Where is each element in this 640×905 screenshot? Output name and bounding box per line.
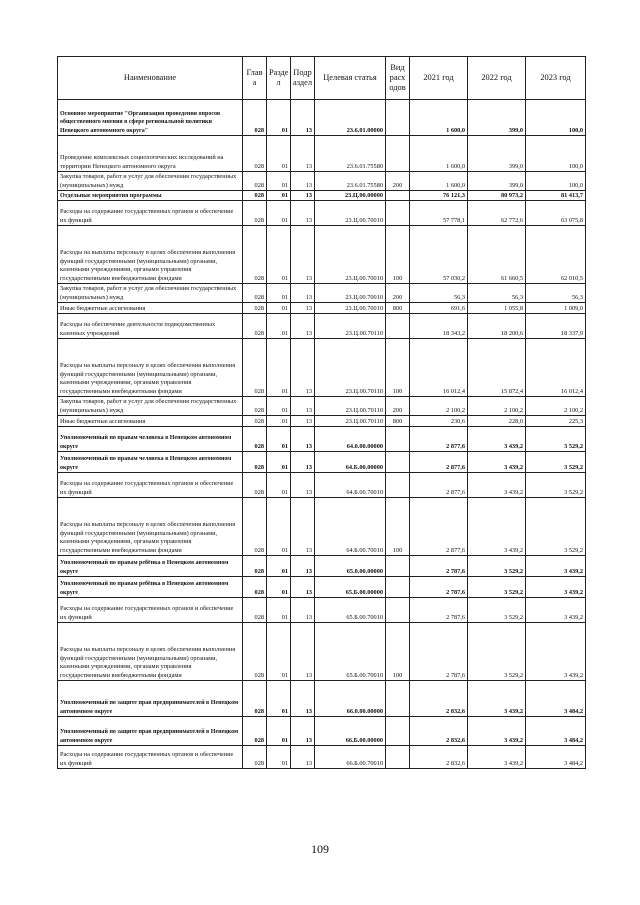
cell-2021: 2 832,6: [410, 717, 468, 746]
cell-2023: 2 100,2: [526, 397, 586, 416]
cell-razdel: 01: [267, 623, 291, 681]
cell-statya: 66.0.00.00000: [315, 681, 386, 717]
cell-vid: 100: [386, 339, 410, 397]
header-razdel: Разде л: [267, 57, 291, 100]
cell-2021: 2 877,6: [410, 427, 468, 452]
cell-razdel: 01: [267, 284, 291, 303]
header-glava: Глав а: [243, 57, 267, 100]
cell-razdel: 01: [267, 100, 291, 136]
table-row: [58, 303, 586, 314]
cell-vid: 800: [386, 303, 410, 314]
cell-2022: 3 529,2: [468, 556, 526, 577]
table-row: [58, 416, 586, 427]
cell-2021: 2 877,6: [410, 473, 468, 498]
cell-2023: 100,0: [526, 136, 586, 172]
cell-2023: 3 529,2: [526, 427, 586, 452]
cell-2023: 3 529,2: [526, 473, 586, 498]
cell-razdel: 01: [267, 681, 291, 717]
cell-podrazdel: 13: [291, 746, 315, 769]
cell-name: Расходы на выплаты персоналу в целях обеспечения выполнения функций государственными (муниципальными) органами, казенными учреждениями, органами управления государственными внебюджетными фондами: [58, 498, 243, 556]
cell-name: Расходы на содержание государственных органов и обеспечение их функций: [58, 473, 243, 498]
table-row: [58, 498, 586, 556]
cell-2021: 2 832,6: [410, 681, 468, 717]
table-row: [58, 746, 586, 769]
cell-podrazdel: 13: [291, 339, 315, 397]
cell-2023: 3 439,2: [526, 577, 586, 598]
cell-razdel: 01: [267, 577, 291, 598]
cell-2023: 3 484,2: [526, 681, 586, 717]
cell-2021: 230,6: [410, 416, 468, 427]
cell-glava: 028: [243, 226, 267, 284]
cell-podrazdel: 13: [291, 136, 315, 172]
cell-vid: [386, 577, 410, 598]
cell-2021: 2 787,6: [410, 598, 468, 623]
cell-glava: 028: [243, 623, 267, 681]
cell-2023: 3 484,2: [526, 746, 586, 769]
cell-2021: 2 877,6: [410, 498, 468, 556]
cell-glava: 028: [243, 303, 267, 314]
cell-2022: 62 772,6: [468, 201, 526, 226]
cell-razdel: 01: [267, 191, 291, 201]
cell-vid: 200: [386, 172, 410, 191]
cell-glava: 028: [243, 598, 267, 623]
cell-name: Проведение комплексных социологических исследований на территории Ненецкого автономного округа: [58, 136, 243, 172]
cell-glava: 028: [243, 577, 267, 598]
table-row: [58, 427, 586, 452]
cell-name: Уполномоченный по защите прав предпринимателей в Ненецком автономном округе: [58, 717, 243, 746]
cell-podrazdel: 13: [291, 717, 315, 746]
cell-statya: 23.Ц.00.70110: [315, 314, 386, 339]
cell-razdel: 01: [267, 172, 291, 191]
cell-podrazdel: 13: [291, 191, 315, 201]
cell-2022: 399,0: [468, 100, 526, 136]
cell-razdel: 01: [267, 746, 291, 769]
cell-2023: 1 009,0: [526, 303, 586, 314]
header-2021: 2021 год: [410, 57, 468, 100]
table-row: [58, 201, 586, 226]
table-row: [58, 191, 586, 201]
header-statya: Целевая статья: [315, 57, 386, 100]
cell-glava: 028: [243, 681, 267, 717]
table-row: [58, 452, 586, 473]
cell-2021: 2 877,6: [410, 452, 468, 473]
cell-vid: [386, 681, 410, 717]
cell-vid: [386, 746, 410, 769]
cell-podrazdel: 13: [291, 473, 315, 498]
cell-name: Расходы на содержание государственных органов и обеспечение их функций: [58, 201, 243, 226]
cell-2023: 3 484,2: [526, 717, 586, 746]
header-2022: 2022 год: [468, 57, 526, 100]
cell-name: Закупка товаров, работ и услуг для обеспечения государственных (муниципальных) нужд: [58, 397, 243, 416]
cell-2021: 16 012,4: [410, 339, 468, 397]
cell-razdel: 01: [267, 452, 291, 473]
cell-razdel: 01: [267, 498, 291, 556]
cell-name: Расходы на содержание государственных органов и обеспечение их функций: [58, 746, 243, 769]
cell-statya: 64.Б.00.70010: [315, 498, 386, 556]
cell-2021: 2 100,2: [410, 397, 468, 416]
cell-vid: 100: [386, 226, 410, 284]
cell-glava: 028: [243, 427, 267, 452]
cell-glava: 028: [243, 172, 267, 191]
cell-2022: 2 100,2: [468, 397, 526, 416]
cell-name: Иные бюджетные ассигнования: [58, 303, 243, 314]
cell-vid: 800: [386, 416, 410, 427]
cell-razdel: 01: [267, 201, 291, 226]
table-row: [58, 136, 586, 172]
cell-vid: [386, 473, 410, 498]
cell-2023: 63 075,8: [526, 201, 586, 226]
cell-2022: 3 439,2: [468, 452, 526, 473]
cell-2022: 399,0: [468, 136, 526, 172]
cell-name: Уполномоченный по защите прав предпринимателей в Ненецком автономном округе: [58, 681, 243, 717]
cell-vid: [386, 717, 410, 746]
cell-2022: 3 439,2: [468, 498, 526, 556]
cell-statya: 23.Ц.00.70010: [315, 201, 386, 226]
budget-table-container: [57, 56, 585, 769]
cell-vid: [386, 598, 410, 623]
cell-2022: 80 973,2: [468, 191, 526, 201]
cell-2022: 3 439,2: [468, 427, 526, 452]
header-2023: 2023 год: [526, 57, 586, 100]
cell-glava: 028: [243, 452, 267, 473]
cell-name: Расходы на обеспечение деятельности подведомственных казенных учреждений: [58, 314, 243, 339]
cell-podrazdel: 13: [291, 577, 315, 598]
table-header-row: [58, 57, 586, 100]
header-name: Наименование: [58, 57, 243, 100]
cell-name: Расходы на выплаты персоналу в целях обеспечения выполнения функций государственными (муниципальными) органами, казенными учреждениями, органами управления государственными внебюджетными фондами: [58, 623, 243, 681]
cell-glava: 028: [243, 339, 267, 397]
table-row: [58, 473, 586, 498]
cell-statya: 23.Ц.00.70110: [315, 397, 386, 416]
cell-statya: 23.Ц.00.70110: [315, 339, 386, 397]
table-row: [58, 577, 586, 598]
cell-podrazdel: 13: [291, 681, 315, 717]
table-row: [58, 100, 586, 136]
cell-2022: 3 529,2: [468, 577, 526, 598]
cell-razdel: 01: [267, 427, 291, 452]
cell-podrazdel: 13: [291, 100, 315, 136]
cell-glava: 028: [243, 556, 267, 577]
cell-2023: 3 439,2: [526, 623, 586, 681]
cell-name: Уполномоченный по правам ребёнка в Ненецком автономном округе: [58, 556, 243, 577]
cell-razdel: 01: [267, 314, 291, 339]
cell-glava: 028: [243, 746, 267, 769]
cell-2021: 2 787,6: [410, 623, 468, 681]
cell-2023: 18 337,9: [526, 314, 586, 339]
cell-razdel: 01: [267, 598, 291, 623]
cell-name: Расходы на выплаты персоналу в целях обеспечения выполнения функций государственными (муниципальными) органами, казенными учреждениями, органами управления государственными внебюджетными фондами: [58, 226, 243, 284]
cell-2022: 3 439,2: [468, 746, 526, 769]
cell-2023: 3 439,2: [526, 556, 586, 577]
cell-2022: 3 439,2: [468, 717, 526, 746]
table-row: [58, 339, 586, 397]
cell-razdel: 01: [267, 416, 291, 427]
cell-2021: 18 343,2: [410, 314, 468, 339]
cell-podrazdel: 13: [291, 556, 315, 577]
cell-2021: 76 121,3: [410, 191, 468, 201]
cell-name: Уполномоченный по правам человека в Ненецком автономном округе: [58, 427, 243, 452]
cell-glava: 028: [243, 201, 267, 226]
cell-2022: 15 872,4: [468, 339, 526, 397]
cell-vid: [386, 452, 410, 473]
page-number: 109: [311, 842, 329, 856]
cell-razdel: 01: [267, 556, 291, 577]
cell-vid: 100: [386, 498, 410, 556]
cell-statya: 66.Б.00.00000: [315, 717, 386, 746]
cell-name: Уполномоченный по правам ребёнка в Ненецком автономном округе: [58, 577, 243, 598]
cell-glava: 028: [243, 100, 267, 136]
cell-statya: 23.6.01.75580: [315, 172, 386, 191]
cell-statya: 66.Б.00.70010: [315, 746, 386, 769]
cell-2021: 2 787,6: [410, 556, 468, 577]
cell-razdel: 01: [267, 473, 291, 498]
table-row: [58, 172, 586, 191]
cell-2021: 57 030,2: [410, 226, 468, 284]
cell-2022: 228,0: [468, 416, 526, 427]
cell-glava: 028: [243, 717, 267, 746]
table-body: [58, 100, 586, 769]
cell-name: Расходы на содержание государственных органов и обеспечение их функций: [58, 598, 243, 623]
table-row: [58, 556, 586, 577]
cell-2022: 3 439,2: [468, 473, 526, 498]
cell-vid: [386, 201, 410, 226]
cell-2022: 1 055,8: [468, 303, 526, 314]
table-row: [58, 598, 586, 623]
cell-glava: 028: [243, 191, 267, 201]
budget-table: [57, 56, 586, 769]
cell-name: Закупка товаров, работ и услуг для обеспечения государственных (муниципальных) нужд: [58, 284, 243, 303]
cell-statya: 23.6.01.00000: [315, 100, 386, 136]
cell-vid: [386, 556, 410, 577]
cell-podrazdel: 13: [291, 172, 315, 191]
cell-podrazdel: 13: [291, 201, 315, 226]
cell-podrazdel: 13: [291, 397, 315, 416]
table-row: [58, 226, 586, 284]
cell-podrazdel: 13: [291, 303, 315, 314]
cell-2023: 16 012,4: [526, 339, 586, 397]
cell-razdel: 01: [267, 339, 291, 397]
cell-podrazdel: 13: [291, 314, 315, 339]
cell-glava: 028: [243, 416, 267, 427]
cell-razdel: 01: [267, 136, 291, 172]
header-vid: Вид расх одов: [386, 57, 410, 100]
cell-statya: 23.Ц.00.00000: [315, 191, 386, 201]
cell-vid: [386, 314, 410, 339]
cell-glava: 028: [243, 473, 267, 498]
cell-podrazdel: 13: [291, 226, 315, 284]
table-row: [58, 397, 586, 416]
cell-podrazdel: 13: [291, 598, 315, 623]
cell-statya: 23.Ц.00.70010: [315, 226, 386, 284]
cell-statya: 23.6.01.75580: [315, 136, 386, 172]
cell-name: Основное мероприятие "Организация проведения опросов общественного мнения в сфере региональной политики Ненецкого автономного округа": [58, 100, 243, 136]
cell-2022: 18 200,6: [468, 314, 526, 339]
cell-2021: 1 600,0: [410, 136, 468, 172]
table-row: [58, 717, 586, 746]
cell-podrazdel: 13: [291, 452, 315, 473]
table-row: [58, 681, 586, 717]
cell-2021: 691,6: [410, 303, 468, 314]
cell-2021: 57 778,1: [410, 201, 468, 226]
table-row: [58, 284, 586, 303]
cell-2023: 225,3: [526, 416, 586, 427]
cell-glava: 028: [243, 136, 267, 172]
cell-2023: 3 439,2: [526, 598, 586, 623]
cell-razdel: 01: [267, 226, 291, 284]
cell-2023: 56,3: [526, 284, 586, 303]
cell-vid: [386, 100, 410, 136]
cell-name: Отдельные мероприятия программы: [58, 191, 243, 201]
cell-podrazdel: 13: [291, 427, 315, 452]
cell-vid: [386, 191, 410, 201]
table-row: [58, 623, 586, 681]
cell-statya: 23.Ц.00.70110: [315, 416, 386, 427]
cell-statya: 65.Б.00.00000: [315, 577, 386, 598]
cell-2023: 3 529,2: [526, 498, 586, 556]
cell-2022: 3 529,2: [468, 623, 526, 681]
cell-glava: 028: [243, 498, 267, 556]
cell-statya: 64.0.00.00000: [315, 427, 386, 452]
cell-vid: 200: [386, 397, 410, 416]
cell-2022: 56,3: [468, 284, 526, 303]
cell-glava: 028: [243, 284, 267, 303]
cell-vid: 200: [386, 284, 410, 303]
cell-statya: 65.Б.00.70010: [315, 623, 386, 681]
cell-2021: 56,3: [410, 284, 468, 303]
cell-2023: 62 010,5: [526, 226, 586, 284]
cell-statya: 64.Б.00.00000: [315, 452, 386, 473]
cell-razdel: 01: [267, 717, 291, 746]
cell-statya: 23.Ц.00.70010: [315, 284, 386, 303]
cell-statya: 23.Ц.00.70010: [315, 303, 386, 314]
cell-razdel: 01: [267, 397, 291, 416]
cell-glava: 028: [243, 314, 267, 339]
cell-vid: [386, 427, 410, 452]
cell-vid: 100: [386, 623, 410, 681]
cell-name: Расходы на выплаты персоналу в целях обеспечения выполнения функций государственными (муниципальными) органами, казенными учреждениями, органами управления государственными внебюджетными фондами: [58, 339, 243, 397]
header-podrazdel: Подр аздел: [291, 57, 315, 100]
cell-2021: 2 787,6: [410, 577, 468, 598]
cell-2022: 3 529,2: [468, 598, 526, 623]
cell-name: Уполномоченный по правам человека в Ненецком автономном округе: [58, 452, 243, 473]
cell-2023: 81 413,7: [526, 191, 586, 201]
cell-2021: 1 600,0: [410, 172, 468, 191]
cell-podrazdel: 13: [291, 416, 315, 427]
cell-2022: 61 660,5: [468, 226, 526, 284]
cell-2023: 3 529,2: [526, 452, 586, 473]
cell-2021: 1 600,0: [410, 100, 468, 136]
table-row: [58, 314, 586, 339]
cell-glava: 028: [243, 397, 267, 416]
cell-razdel: 01: [267, 303, 291, 314]
cell-podrazdel: 13: [291, 623, 315, 681]
cell-2022: 3 439,2: [468, 681, 526, 717]
cell-statya: 65.0.00.00000: [315, 556, 386, 577]
cell-2023: 100,0: [526, 172, 586, 191]
cell-name: Иные бюджетные ассигнования: [58, 416, 243, 427]
cell-2022: 399,0: [468, 172, 526, 191]
cell-vid: [386, 136, 410, 172]
cell-statya: 65.Б.00.70010: [315, 598, 386, 623]
cell-statya: 64.Б.00.70010: [315, 473, 386, 498]
cell-2021: 2 832,6: [410, 746, 468, 769]
cell-podrazdel: 13: [291, 498, 315, 556]
cell-name: Закупка товаров, работ и услуг для обеспечения государственных (муниципальных) нужд: [58, 172, 243, 191]
cell-podrazdel: 13: [291, 284, 315, 303]
cell-2023: 100,0: [526, 100, 586, 136]
